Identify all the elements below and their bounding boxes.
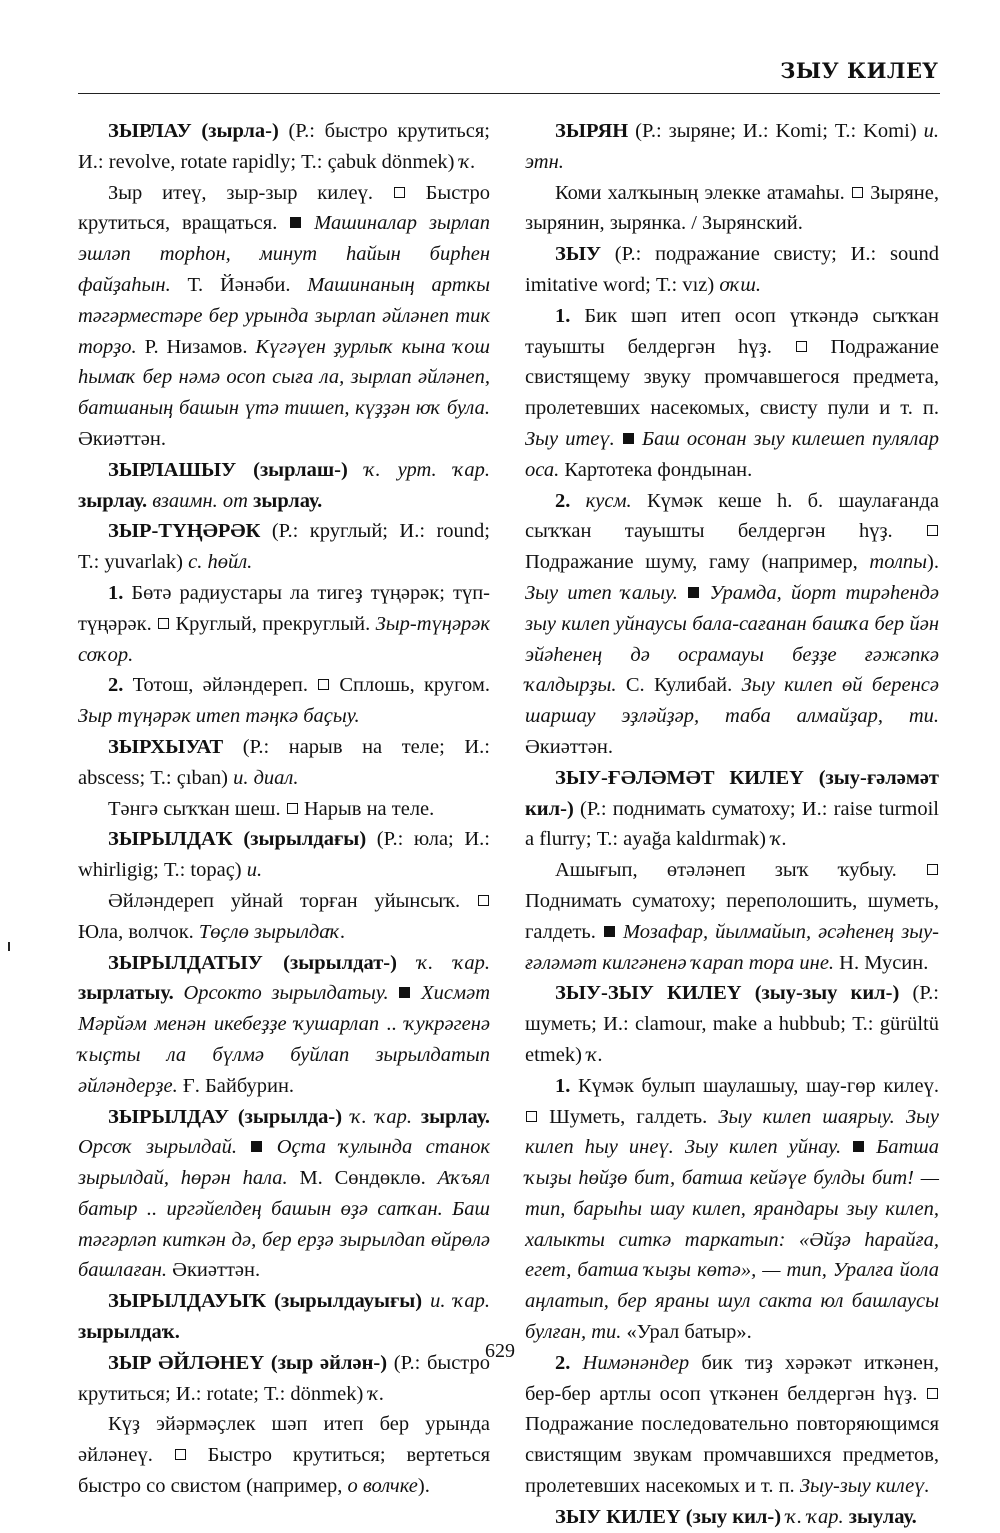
dictionary-entry (78, 116, 490, 178)
dictionary-entry (78, 178, 490, 455)
italic-text: Зыу килеп шаярыу. Зыу килеп һыу инеү. Зыу килеп уйнау. (525, 1105, 939, 1159)
entry-text: (Р.: поднимать суматоху; И.: raise turmoil a flurry; Т.: ayağa kaldırmak) (525, 797, 939, 851)
entry-text: М. Сөндөклө. (287, 1167, 438, 1190)
dictionary-entry (525, 1071, 939, 1348)
entry-text: Подражание шуму, гаму (например, (525, 551, 870, 574)
italic-text: кусм. (585, 489, 632, 512)
entry-text (389, 982, 399, 1004)
italic-text: Орсокто зырылдатыу. (183, 982, 389, 1005)
dictionary-entry (78, 1286, 490, 1348)
dictionary-entry (525, 239, 939, 301)
headword: зыулау. (848, 1505, 917, 1528)
italic-text: Хисмәт Мәрйәм менән икебеҙҙе ҡушарлап .. ҡукрәгенә ҡыҫты ла бүлмә буйлап зырылдатып әйләндерҙе. (78, 982, 491, 1097)
headword: ЗЫРЫЛДАУЫҠ (зырылдауығы) (108, 1290, 423, 1313)
dictionary-entry (78, 948, 490, 1102)
italic-text: и. этн. (525, 120, 939, 173)
italic-text: и. (246, 859, 263, 882)
italic-text: взаимн. от (152, 489, 248, 512)
entry-text: Нарыв на теле. (298, 797, 435, 820)
dictionary-entry (525, 301, 939, 486)
dictionary-entry (525, 1502, 939, 1533)
entry-text (302, 212, 314, 234)
headword: ЗЫР-ТҮҢӘРӘК (108, 520, 261, 543)
italic-text: Зыу итеп ҡалыу. (525, 581, 678, 604)
headword: ЗЫУ-ҒӘЛӘМӘТ КИЛЕҮ (зыу-ғәләмәт кил-) (525, 766, 939, 820)
italic-text: ҡ. (459, 150, 476, 173)
entry-text: Зыр итеү, зыр-зыр килеү. (108, 181, 393, 204)
headword: зырлатыу. (78, 982, 174, 1005)
headword: зырлау. (420, 1105, 491, 1128)
dictionary-entry (525, 178, 939, 240)
dictionary-entry (78, 578, 490, 670)
italic-text: Күгәүен ҙурлыҡ кына ҡош һымаҡ бер нәмә осоп сыға ла, зырлап әйләнеп, батшаның башын үтә тишеп, күҙҙән юҡ була. (78, 335, 490, 420)
entry-text: Әкиәттән. (525, 735, 613, 758)
italic-text: и. диал. (233, 766, 299, 789)
italic-text: Оҫта ҡулында станок зырылдай, һөрән һала. (78, 1136, 491, 1190)
italic-text: Урамда, йорт тирәһендә зыу килеп уйнаусы бала-сағанан башҡа бер йән эйәһенең дә осрамауы беҙҙе ғәжәпкә ҡалдырҙы. (525, 581, 939, 697)
russian-translation-marker-icon (478, 895, 489, 906)
entry-text (342, 1106, 351, 1128)
entry-text: Әкиәттән. (167, 1259, 261, 1282)
italic-text: толпы (869, 551, 928, 574)
russian-translation-marker-icon (927, 525, 938, 536)
entry-text: С. Кулибай. (616, 674, 742, 697)
italic-text: о волчке (347, 1475, 418, 1498)
italic-text: Зыу-зыу килеү. (799, 1475, 930, 1498)
dictionary-entry (78, 1409, 490, 1501)
entry-text: (Р.: юла; И.: whirligig; Т.: topaç) (78, 828, 490, 882)
entry-text: Т. Йәнәби. (170, 273, 308, 296)
entry-text (348, 459, 365, 481)
example-marker-icon (290, 217, 301, 228)
headword: ЗЫУ-ЗЫУ КИЛЕҮ (зыу-зыу кил-) (555, 982, 900, 1005)
headword: ЗЫРЛАУ (зырла-) (108, 120, 279, 142)
headword: ЗЫРЫЛДАҠ (зырылдағы) (108, 828, 367, 851)
dictionary-entry (78, 455, 490, 517)
russian-translation-marker-icon (526, 1111, 537, 1122)
entry-text: (Р.: подражание свисту; И.: sound imitative word; Т.: vız) (525, 243, 939, 296)
dictionary-entry (78, 794, 490, 825)
entry-text: (Р.: зыряне; И.: Komi; Т.: Komi) (628, 120, 924, 142)
italic-text: ҡ. урт. ҡар. (364, 458, 491, 481)
russian-translation-marker-icon (287, 803, 298, 814)
entry-text: Подражание свистящему звуку промчавшегося предмета, пролетевших насекомых, свисту пули и т. п. (525, 335, 939, 420)
entry-text (841, 1136, 852, 1158)
entry-text (397, 952, 417, 974)
headword: 1. (108, 581, 124, 604)
italic-text: ҡ. (771, 828, 788, 851)
dictionary-entry (525, 978, 939, 1070)
page-number: 629 (485, 1340, 515, 1362)
italic-text: Баш осонан зыу килешеп пулялар оса. (525, 427, 940, 481)
header-rule (78, 93, 940, 94)
running-head: ЗЫУ КИЛЕҮ (780, 58, 938, 83)
entry-text: Быстро крутиться, вращаться. (78, 181, 490, 235)
margin-mark (8, 942, 10, 951)
entry-text (615, 428, 622, 450)
entry-text: Подражание последовательно повторяющимся свистящим звукам промчавшихся предметов, пролетевших насекомых и т. п. (525, 1413, 939, 1498)
example-marker-icon (604, 926, 615, 937)
entry-text: Тәнгә сыҡҡан шеш. (108, 797, 286, 820)
italic-text: Нимәнәндер (582, 1351, 690, 1374)
entry-text: ). (417, 1475, 430, 1498)
headword: ЗЫУ (555, 243, 601, 266)
dictionary-entry (78, 670, 490, 732)
entry-text: Шуметь, галдеть. (538, 1105, 719, 1128)
russian-translation-marker-icon (318, 679, 329, 690)
entry-text: Күмәк булып шаулашыу, шау-гөр килеү. (570, 1074, 939, 1097)
headword: зырлау. (78, 489, 148, 512)
italic-text: с. һөйл. (188, 551, 253, 574)
entry-text: ). (927, 551, 939, 574)
example-marker-icon (688, 587, 699, 598)
russian-translation-marker-icon (927, 1388, 938, 1399)
dictionary-entry (78, 516, 490, 578)
russian-translation-marker-icon (158, 618, 169, 629)
entry-text: Күмәк кеше һ. б. шаулағанда сыҡҡан тауышты белдергән һүҙ. (525, 489, 939, 543)
dictionary-entry (525, 486, 939, 763)
entry-text: (Р.: быстро крутиться; И.: rotate; Т.: dönmek) (78, 1351, 491, 1405)
entry-text: Н. Мусин. (834, 951, 929, 974)
italic-text: Батша ҡыҙы һөйҙө бит, батша кейәүе булды бит! — тип, барыһы шау килеп, ярандары зыу килеп, халыкты ситкә таркатып: «Әйҙә һарайға, егет, батша ҡыҙы көтә», — тип, Уралға йола аңлатып, бер яраны шул сакта юл башлаусы булған, ти. (525, 1136, 940, 1344)
entry-text: Круглый, прекруглый. (170, 612, 376, 635)
entry-text: Күҙ эйәрмәҫлек шәп итеп бер урында әйләнеү. (78, 1413, 490, 1467)
russian-translation-marker-icon (394, 187, 405, 198)
russian-translation-marker-icon (927, 864, 938, 875)
entry-text (616, 921, 623, 943)
headword: 2. (555, 1351, 571, 1374)
dictionary-entry (525, 855, 939, 978)
italic-text: ҡ. (587, 1043, 603, 1066)
italic-text: ҡ. (368, 1382, 385, 1405)
italic-text: Төҫлө зырылдаҡ. (198, 920, 346, 943)
entry-text (412, 1106, 421, 1128)
italic-text: Зыу килеп өй беренсә шаршау эҙләйҙәр, таба алмайҙар, ти. (525, 674, 939, 728)
entry-text: Поднимать суматоху; переполошить, шуметь, галдеть. (525, 889, 939, 943)
italic-text: ҡ. ҡар. (786, 1505, 844, 1528)
entry-text: бик тиҙ хәрәкәт иткәнен, бер-бер артлы осоп үткәнен белдергән һүҙ. (525, 1351, 939, 1405)
headword: 2. (555, 489, 571, 512)
entry-text: Коми халҡының элекке атамаһы. (555, 181, 851, 204)
entry-text: Тотош, әйләндереп. (123, 674, 318, 697)
entry-text: Әкиәттән. (78, 427, 166, 450)
entry-text: Бөтә радиустары ла тигеҙ түңәрәк; түп-түңәрәк. (78, 581, 490, 635)
right-column (525, 116, 939, 1533)
italic-text: Мозафар, йылмайып, әсәһенең зыу-ғәләмәт килгәненә ҡарап тора ине. (525, 920, 940, 974)
headword: ЗЫР ӘЙЛӘНЕҮ (зыр әйлән-) (108, 1351, 388, 1374)
entry-text: Быстро крутиться; вертеться быстро со свистом (например, (78, 1444, 490, 1498)
italic-text: Орсоҡ зырылдай. (78, 1136, 238, 1159)
russian-translation-marker-icon (796, 341, 807, 352)
italic-text: и. ҡар. (430, 1290, 490, 1313)
entry-text (237, 1136, 250, 1158)
headword: зырылдаҡ. (78, 1321, 180, 1344)
dictionary-entry (525, 116, 939, 178)
entry-text: Картотека фондынан. (559, 458, 753, 481)
example-marker-icon (623, 433, 634, 444)
entry-text (865, 1136, 876, 1158)
entry-text: (Р.: быстро крутиться; И.: revolve, rotate rapidly; Т.: çabuk dönmek) (78, 120, 490, 173)
headword: ЗЫРХЫУАТ (108, 735, 224, 758)
entry-text: Ашығып, өтәләнеп зыҡ ҡубыу. (555, 859, 926, 882)
entry-text: Бик шәп итеп осоп үткәндә сыҡҡан тауышты белдергән һүҙ. (525, 304, 939, 358)
dictionary-entry (78, 824, 490, 886)
italic-text: Аҡъял батыр .. иргәйелдең башын өҙә сапҡан. Баш тәгәрләп киткән дә, бер ерҙә зырылдап өйрөлә башлаған. (78, 1167, 490, 1282)
headword: 2. (108, 674, 124, 697)
dictionary-entry (78, 732, 490, 794)
entry-text: Әйләндереп уйнай торған уйынсыҡ. (108, 889, 477, 912)
headword: ЗЫРЛАШЫУ (зырлаш-) (108, 458, 348, 481)
entry-text (411, 982, 421, 1004)
dictionary-entry (78, 1102, 490, 1287)
entry-text (174, 982, 184, 1004)
headword: ЗЫРЯН (555, 120, 629, 142)
entry-text: Р. Низамов. (136, 335, 256, 358)
entry-text (678, 582, 687, 604)
entry-text: (Р.: нарыв на теле; И.: abscess; Т.: çıban) (78, 735, 490, 789)
headword: 1. (555, 304, 571, 327)
entry-text: (Р.: круглый; И.: round; Т.: yuvarlak) (78, 520, 490, 574)
italic-text: Машинаның арткы тәгәрместәре бер урында зырлап әйләнеп тик торҙо. (78, 273, 490, 358)
entry-text: «Урал батыр». (621, 1321, 752, 1344)
dictionary-entry (525, 763, 939, 855)
headword: ЗЫУ КИЛЕҮ (зыу кил-) (555, 1505, 782, 1528)
entry-text: Зыряне, зырянин, зырянка. / Зырянский. (525, 181, 940, 235)
entry-text: Ғ. Байбурин. (177, 1074, 295, 1097)
italic-text: Машиналар зырлап эшләп торһон, минут һайын бирһен файҙаһын. (78, 212, 490, 296)
italic-text: Зыу итеү. (525, 427, 615, 450)
dictionary-entry (78, 886, 490, 948)
example-marker-icon (399, 987, 410, 998)
example-marker-icon (853, 1141, 864, 1152)
entry-text: (Р.: шуметь; И.: clamour, make a hubbub; Т.: gürültü etmek) (525, 982, 939, 1066)
italic-text: Зыр түңәрәк итеп тәңкә баҫыу. (78, 705, 360, 728)
headword: зырлау. (253, 489, 323, 512)
entry-text (570, 490, 585, 512)
russian-translation-marker-icon (175, 1449, 186, 1460)
entry-text: Юла, волчок. (78, 920, 199, 943)
example-marker-icon (251, 1141, 262, 1152)
headword: ЗЫРЫЛДАУ (зырылда-) (108, 1105, 343, 1128)
headword: 1. (555, 1074, 571, 1097)
left-column (78, 116, 490, 1502)
entry-text: Сплошь, кругом. (330, 674, 490, 697)
headword: ЗЫРЫЛДАТЫУ (зырылдат-) (108, 951, 397, 974)
entry-text (635, 428, 642, 450)
dictionary-entry (525, 1348, 939, 1502)
russian-translation-marker-icon (852, 187, 863, 198)
italic-text: ҡ. ҡар. (350, 1105, 413, 1128)
entry-text (263, 1136, 276, 1158)
italic-text: оҡш. (719, 273, 762, 296)
italic-text: ҡ. ҡар. (417, 951, 491, 974)
entry-text (422, 1290, 430, 1312)
italic-text: Зыр-түңәрәк соҡор. (78, 612, 490, 666)
